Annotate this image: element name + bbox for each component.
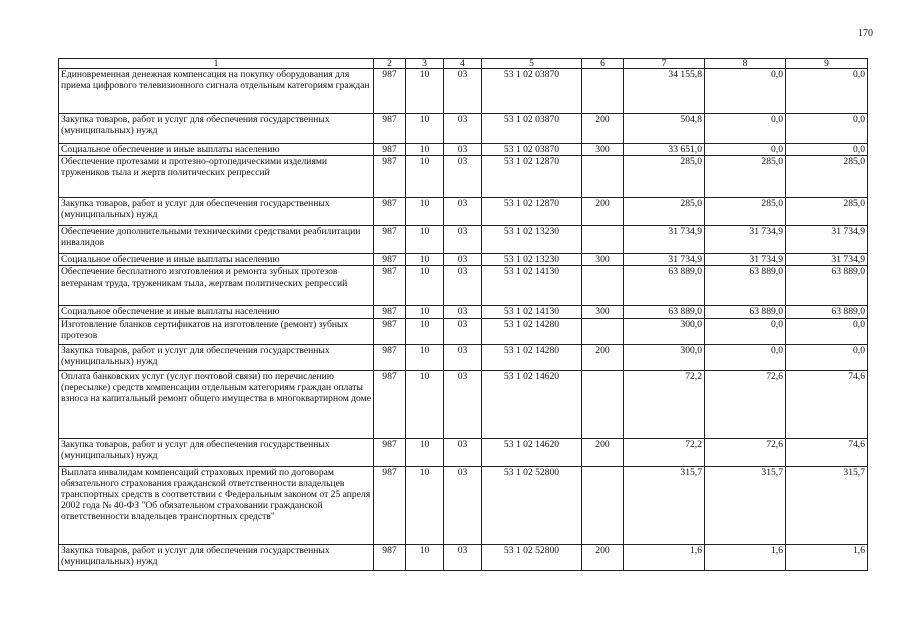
row-ministry-code: 987 [374,144,406,156]
row-expense-type: 200 [582,114,624,144]
row-amount-3: 31 734,9 [786,226,868,254]
row-section-code: 10 [406,370,444,438]
row-amount-1: 300,0 [624,318,705,344]
table-row [59,344,868,370]
row-amount-1: 34 155,8 [624,69,705,114]
row-amount-2: 31 734,9 [705,254,786,266]
row-amount-1: 63 889,0 [624,306,705,318]
row-target-code: 53 1 02 03870 [482,144,582,156]
row-amount-3: 0,0 [786,344,868,370]
row-amount-2: 0,0 [705,144,786,156]
row-amount-2: 315,7 [705,466,786,544]
row-expense-type [582,370,624,438]
row-section-code: 10 [406,69,444,114]
row-section-code: 10 [406,306,444,318]
header-row [59,59,868,69]
row-expense-type [582,466,624,544]
row-amount-1: 1,6 [624,544,705,570]
row-ministry-code: 987 [374,226,406,254]
row-amount-1: 33 651,0 [624,144,705,156]
row-expense-type [582,318,624,344]
row-name: Закупка товаров, работ и услуг для обеспечения государственных (муниципальных) нужд [59,198,374,226]
row-target-code: 53 1 02 14130 [482,306,582,318]
row-amount-2: 72,6 [705,370,786,438]
row-amount-2: 1,6 [705,544,786,570]
row-amount-3: 63 889,0 [786,266,868,306]
row-ministry-code: 987 [374,198,406,226]
col-header-2: 2 [374,59,406,69]
row-amount-1: 72,2 [624,370,705,438]
row-section-code: 10 [406,198,444,226]
row-name: Оплата банковских услуг (услуг почтовой связи) по перечислению (пересылке) средств компенсации отдельным категориям граждан оплаты взноса на капитальный ремонт общего имущества в многоквартирном доме [59,370,374,438]
row-amount-3: 74,6 [786,370,868,438]
row-target-code: 53 1 02 14130 [482,266,582,306]
row-subsection-code: 03 [444,69,482,114]
row-target-code: 53 1 02 52800 [482,466,582,544]
row-amount-2: 63 889,0 [705,306,786,318]
row-amount-1: 504,8 [624,114,705,144]
row-amount-3: 0,0 [786,144,868,156]
col-header-4: 4 [444,59,482,69]
row-amount-3: 285,0 [786,156,868,198]
row-amount-1: 72,2 [624,438,705,466]
row-name: Закупка товаров, работ и услуг для обеспечения государственных (муниципальных) нужд [59,438,374,466]
row-amount-1: 63 889,0 [624,266,705,306]
row-amount-1: 31 734,9 [624,254,705,266]
row-target-code: 53 1 02 12870 [482,156,582,198]
row-target-code: 53 1 02 52800 [482,544,582,570]
row-amount-3: 63 889,0 [786,306,868,318]
row-section-code: 10 [406,226,444,254]
row-expense-type: 200 [582,438,624,466]
row-expense-type [582,69,624,114]
row-amount-2: 0,0 [705,114,786,144]
table-row [59,266,868,306]
row-target-code: 53 1 02 13230 [482,226,582,254]
row-amount-3: 285,0 [786,198,868,226]
row-subsection-code: 03 [444,306,482,318]
row-expense-type: 300 [582,306,624,318]
table-row [59,226,868,254]
table-row [59,438,868,466]
row-ministry-code: 987 [374,438,406,466]
row-subsection-code: 03 [444,266,482,306]
row-ministry-code: 987 [374,254,406,266]
row-subsection-code: 03 [444,198,482,226]
row-target-code: 53 1 02 14280 [482,344,582,370]
row-amount-3: 0,0 [786,318,868,344]
row-amount-2: 285,0 [705,198,786,226]
row-amount-2: 285,0 [705,156,786,198]
table-row [59,466,868,544]
table-row [59,114,868,144]
table-row [59,254,868,266]
row-section-code: 10 [406,466,444,544]
page-number: 170 [858,28,873,39]
row-section-code: 10 [406,544,444,570]
row-ministry-code: 987 [374,344,406,370]
table-row [59,544,868,570]
row-amount-2: 0,0 [705,69,786,114]
row-amount-3: 74,6 [786,438,868,466]
row-section-code: 10 [406,254,444,266]
col-header-6: 6 [582,59,624,69]
row-section-code: 10 [406,114,444,144]
row-name: Выплата инвалидам компенсаций страховых премий по договорам обязательного страхования гражданской ответственности владельцев транспортных средств в соответствии с Федеральным законом от 25 апреля 2002 года № 40-ФЗ "Об обязательном страховании гражданской ответственности владельцев транспортных средств" [59,466,374,544]
table-row [59,306,868,318]
table-row [59,156,868,198]
row-amount-3: 0,0 [786,69,868,114]
row-subsection-code: 03 [444,144,482,156]
table-row [59,370,868,438]
row-subsection-code: 03 [444,114,482,144]
row-subsection-code: 03 [444,438,482,466]
row-target-code: 53 1 02 13230 [482,254,582,266]
table-row [59,69,868,114]
row-ministry-code: 987 [374,318,406,344]
row-target-code: 53 1 02 12870 [482,198,582,226]
row-expense-type: 200 [582,198,624,226]
table-row [59,318,868,344]
row-section-code: 10 [406,344,444,370]
row-subsection-code: 03 [444,254,482,266]
row-name: Социальное обеспечение и иные выплаты населению [59,306,374,318]
row-amount-2: 63 889,0 [705,266,786,306]
row-expense-type: 300 [582,144,624,156]
row-name: Обеспечение протезами и протезно-ортопедическими изделиями тружеников тыла и жертв политических репрессий [59,156,374,198]
row-name: Обеспечение бесплатного изготовления и ремонта зубных протезов ветеранам труда, труженикам тыла, жертвам политических репрессий [59,266,374,306]
row-ministry-code: 987 [374,69,406,114]
budget-table [58,58,868,571]
row-name: Изготовление бланков сертификатов на изготовление (ремонт) зубных протезов [59,318,374,344]
row-ministry-code: 987 [374,156,406,198]
row-subsection-code: 03 [444,466,482,544]
row-amount-1: 285,0 [624,156,705,198]
row-amount-3: 0,0 [786,114,868,144]
row-amount-2: 0,0 [705,344,786,370]
row-target-code: 53 1 02 14620 [482,438,582,466]
col-header-1: 1 [59,59,374,69]
row-ministry-code: 987 [374,266,406,306]
col-header-3: 3 [406,59,444,69]
col-header-8: 8 [705,59,786,69]
row-ministry-code: 987 [374,306,406,318]
row-name: Социальное обеспечение и иные выплаты населению [59,144,374,156]
row-ministry-code: 987 [374,544,406,570]
row-subsection-code: 03 [444,226,482,254]
row-name: Закупка товаров, работ и услуг для обеспечения государственных (муниципальных) нужд [59,114,374,144]
row-subsection-code: 03 [444,544,482,570]
row-amount-1: 31 734,9 [624,226,705,254]
row-amount-2: 72,6 [705,438,786,466]
row-subsection-code: 03 [444,370,482,438]
row-amount-2: 31 734,9 [705,226,786,254]
row-target-code: 53 1 02 14280 [482,318,582,344]
row-expense-type [582,226,624,254]
row-section-code: 10 [406,156,444,198]
row-subsection-code: 03 [444,318,482,344]
row-target-code: 53 1 02 14620 [482,370,582,438]
row-amount-3: 31 734,9 [786,254,868,266]
row-name: Закупка товаров, работ и услуг для обеспечения государственных (муниципальных) нужд [59,344,374,370]
row-section-code: 10 [406,438,444,466]
row-amount-3: 1,6 [786,544,868,570]
row-expense-type: 200 [582,344,624,370]
row-expense-type [582,266,624,306]
row-amount-2: 0,0 [705,318,786,344]
row-name: Единовременная денежная компенсация на покупку оборудования для приема цифрового телевизионного сигнала отдельным категориям граждан [59,69,374,114]
row-target-code: 53 1 02 03870 [482,114,582,144]
row-expense-type: 200 [582,544,624,570]
row-ministry-code: 987 [374,114,406,144]
row-subsection-code: 03 [444,344,482,370]
row-expense-type [582,156,624,198]
row-expense-type: 300 [582,254,624,266]
row-section-code: 10 [406,266,444,306]
col-header-9: 9 [786,59,868,69]
row-ministry-code: 987 [374,466,406,544]
row-section-code: 10 [406,318,444,344]
table-row [59,144,868,156]
row-amount-1: 300,0 [624,344,705,370]
row-amount-1: 285,0 [624,198,705,226]
col-header-7: 7 [624,59,705,69]
col-header-5: 5 [482,59,582,69]
row-name: Обеспечение дополнительными техническими средствами реабилитации инвалидов [59,226,374,254]
row-name: Закупка товаров, работ и услуг для обеспечения государственных (муниципальных) нужд [59,544,374,570]
row-amount-1: 315,7 [624,466,705,544]
row-amount-3: 315,7 [786,466,868,544]
row-ministry-code: 987 [374,370,406,438]
table-row [59,198,868,226]
row-subsection-code: 03 [444,156,482,198]
row-target-code: 53 1 02 03870 [482,69,582,114]
row-name: Социальное обеспечение и иные выплаты населению [59,254,374,266]
row-section-code: 10 [406,144,444,156]
